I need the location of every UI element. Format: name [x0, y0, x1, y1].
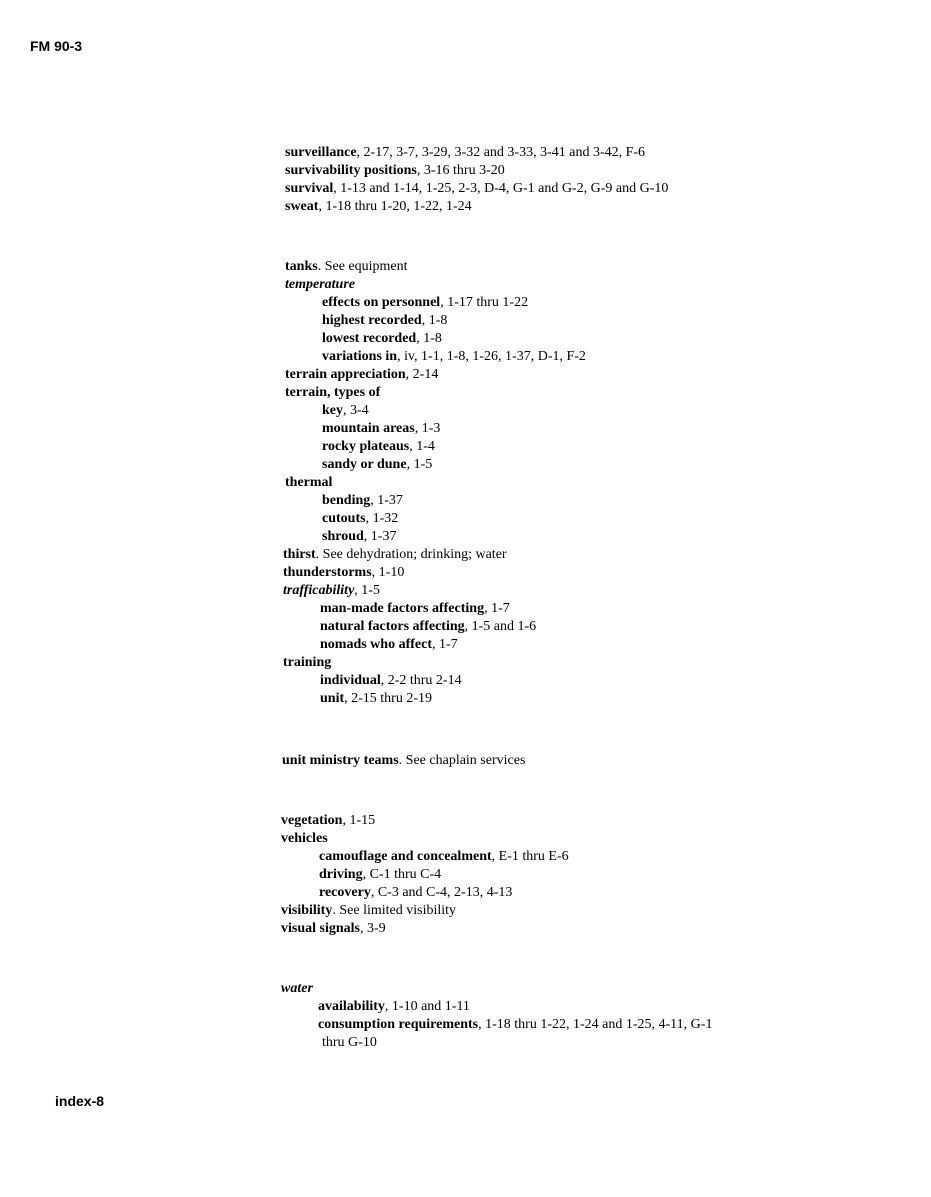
index-entry	[281, 812, 375, 830]
index-entry	[283, 564, 404, 582]
entry-separator: ,	[491, 849, 499, 864]
entry-term: highest recorded	[322, 313, 422, 328]
entry-term: terrain, types of	[285, 385, 381, 400]
index-subentry	[322, 456, 432, 474]
entry-separator: ,	[343, 403, 350, 418]
entry-page-refs: C-1 thru C-4	[369, 867, 442, 882]
entry-term: thirst	[283, 547, 316, 562]
entry-separator: ,	[333, 181, 341, 196]
index-subentry	[320, 636, 458, 654]
index-subentry	[322, 492, 403, 510]
entry-separator: ,	[478, 1017, 486, 1032]
index-subentry	[322, 294, 528, 312]
entry-page-refs: 1-17 thru 1-22	[447, 295, 529, 310]
entry-page-refs: 2-17, 3-7, 3-29, 3-32 and 3-33, 3-41 and 3-42, F-6	[363, 145, 646, 160]
entry-term: mountain areas	[322, 421, 415, 436]
entry-separator: ,	[384, 999, 392, 1014]
entry-page-refs: 1-7	[439, 637, 458, 652]
entry-term: temperature	[285, 277, 355, 292]
entry-term: survivability positions	[285, 163, 417, 178]
entry-page-refs: 1-7	[491, 601, 510, 616]
index-entry	[281, 920, 386, 938]
entry-separator: ,	[409, 439, 417, 454]
entry-page-refs: 1-37	[370, 529, 397, 544]
entry-separator: ,	[363, 529, 371, 544]
entry-term: bending	[322, 493, 371, 508]
entry-page-refs: thru G-10	[322, 1035, 377, 1050]
index-entry	[285, 474, 332, 492]
entry-page-refs: E-1 thru E-6	[498, 849, 569, 864]
entry-separator: .	[332, 903, 340, 918]
index-subentry	[318, 998, 470, 1016]
entry-term: unit	[320, 691, 345, 706]
entry-page-refs: 2-15 thru 2-19	[351, 691, 433, 706]
entry-separator: ,	[464, 619, 472, 634]
entry-separator: ,	[416, 331, 424, 346]
index-subentry	[319, 884, 512, 902]
page-number: index-8	[55, 1093, 105, 1109]
entry-separator: ,	[421, 313, 429, 328]
entry-separator: ,	[484, 601, 492, 616]
index-entry	[285, 366, 438, 384]
entry-page-refs: 1-37	[377, 493, 403, 508]
entry-page-refs: 1-8	[428, 313, 448, 328]
entry-term: terrain appreciation	[285, 367, 406, 382]
index-subentry	[319, 866, 441, 884]
index-subentry	[322, 420, 440, 438]
index-subentry	[322, 1034, 377, 1052]
entry-term: nomads who affect	[320, 637, 432, 652]
entry-separator: ,	[318, 199, 326, 214]
index-entry	[285, 198, 472, 216]
index-subentry	[322, 330, 442, 348]
entry-separator: ,	[414, 421, 422, 436]
entry-term: training	[283, 655, 332, 670]
entry-separator: ,	[354, 583, 362, 598]
entry-term: camouflage and concealment	[319, 849, 492, 864]
entry-separator: ,	[406, 457, 414, 472]
entry-term: survival	[285, 181, 334, 196]
entry-page-refs: 1-3	[421, 421, 441, 436]
index-subentry	[320, 600, 510, 618]
index-subentry	[322, 312, 447, 330]
entry-page-refs: 1-5	[361, 583, 380, 598]
index-subentry	[322, 348, 586, 366]
entry-term: recovery	[319, 885, 371, 900]
entry-term: driving	[319, 867, 363, 882]
index-entry	[281, 902, 456, 920]
entry-term: surveillance	[285, 145, 357, 160]
entry-page-refs: See chaplain services	[405, 753, 526, 768]
index-subentry	[319, 848, 569, 866]
entry-term: vegetation	[281, 813, 343, 828]
entry-separator: ,	[440, 295, 448, 310]
running-header: FM 90-3	[30, 38, 83, 54]
index-entry	[283, 654, 331, 672]
index-subentry	[318, 1016, 712, 1034]
index-entry	[285, 180, 668, 198]
index-subentry	[320, 672, 462, 690]
entry-page-refs: See dehydration; drinking; water	[322, 547, 507, 562]
entry-term: variations in	[322, 349, 398, 364]
entry-page-refs: 2-2 thru 2-14	[387, 673, 462, 688]
entry-page-refs: See limited visibility	[339, 903, 457, 918]
entry-page-refs: 1-4	[416, 439, 435, 454]
index-subentry	[322, 402, 369, 420]
entry-separator: .	[398, 753, 406, 768]
entry-separator: ,	[432, 637, 439, 652]
index-entry	[285, 276, 355, 294]
index-entry	[285, 258, 408, 276]
entry-separator: ,	[370, 885, 378, 900]
entry-page-refs: 2-14	[412, 367, 439, 382]
entry-term: shroud	[322, 529, 364, 544]
entry-page-refs: 1-13 and 1-14, 1-25, 2-3, D-4, G-1 and G-2, G-9 and G-10	[340, 181, 669, 196]
entry-separator: ,	[416, 163, 424, 178]
entry-page-refs: 1-5 and 1-6	[471, 619, 537, 634]
entry-term: effects on personnel	[322, 295, 441, 310]
entry-term: availability	[318, 999, 385, 1014]
entry-term: trafficability	[283, 583, 355, 598]
entry-separator: ,	[371, 565, 379, 580]
entry-separator: ,	[370, 493, 378, 508]
entry-term: rocky plateaus	[322, 439, 410, 454]
entry-term: individual	[320, 673, 381, 688]
entry-term: tanks	[285, 259, 318, 274]
entry-page-refs: 1-18 thru 1-22, 1-24 and 1-25, 4-11, G-1	[485, 1017, 713, 1032]
entry-separator: ,	[405, 367, 413, 382]
index-entry	[281, 980, 313, 998]
entry-term: sweat	[285, 199, 319, 214]
entry-term: man-made factors affecting	[320, 601, 485, 616]
entry-term: vehicles	[281, 831, 328, 846]
entry-term: lowest recorded	[322, 331, 417, 346]
entry-page-refs: 1-5	[413, 457, 433, 472]
entry-separator: .	[315, 547, 323, 562]
entry-term: natural factors affecting	[320, 619, 465, 634]
index-subentry	[322, 438, 435, 456]
entry-separator: ,	[344, 691, 352, 706]
entry-term: visual signals	[281, 921, 360, 936]
index-subentry	[322, 528, 396, 546]
entry-page-refs: C-3 and C-4, 2-13, 4-13	[377, 885, 513, 900]
index-subentry	[322, 510, 398, 528]
entry-page-refs: 1-18 thru 1-20, 1-22, 1-24	[325, 199, 472, 214]
entry-page-refs: 1-10 and 1-11	[391, 999, 470, 1014]
entry-page-refs: 3-4	[350, 403, 369, 418]
index-entry	[285, 384, 380, 402]
entry-page-refs: 1-15	[349, 813, 376, 828]
entry-term: water	[281, 981, 313, 996]
entry-term: cutouts	[322, 511, 366, 526]
index-entry	[285, 144, 645, 162]
entry-term: key	[322, 403, 343, 418]
entry-page-refs: 1-8	[423, 331, 442, 346]
entry-separator: .	[317, 259, 325, 274]
index-entry	[283, 582, 380, 600]
index-entry	[282, 752, 525, 770]
entry-page-refs: 3-16 thru 3-20	[423, 163, 505, 178]
entry-term: unit ministry teams	[282, 753, 399, 768]
entry-term: thunderstorms	[283, 565, 372, 580]
entry-page-refs: 3-9	[366, 921, 386, 936]
index-subentry	[320, 690, 432, 708]
entry-separator: ,	[356, 145, 364, 160]
entry-separator: ,	[397, 349, 405, 364]
entry-page-refs: See equipment	[324, 259, 408, 274]
entry-page-refs: iv, 1-1, 1-8, 1-26, 1-37, D-1, F-2	[404, 349, 586, 364]
entry-separator: ,	[359, 921, 367, 936]
index-entry	[283, 546, 507, 564]
entry-separator: ,	[362, 867, 370, 882]
entry-separator: ,	[342, 813, 350, 828]
index-entry	[281, 830, 328, 848]
entry-separator: ,	[380, 673, 388, 688]
entry-term: sandy or dune	[322, 457, 407, 472]
entry-term: visibility	[281, 903, 333, 918]
entry-separator: ,	[365, 511, 373, 526]
entry-page-refs: 1-10	[378, 565, 405, 580]
entry-term: thermal	[285, 475, 333, 490]
entry-term: consumption requirements	[318, 1017, 479, 1032]
index-subentry	[320, 618, 536, 636]
entry-page-refs: 1-32	[372, 511, 399, 526]
index-entry	[285, 162, 505, 180]
